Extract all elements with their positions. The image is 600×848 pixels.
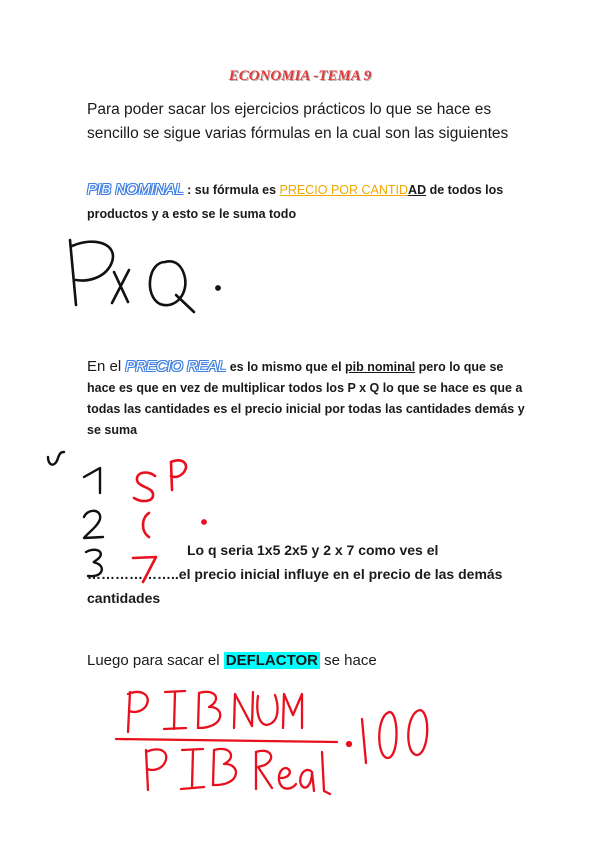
handwriting-red-values — [133, 460, 206, 582]
pib-nominal-text-before: : su fórmula es — [183, 183, 280, 197]
precio-real-text1: es lo mismo que el — [226, 360, 346, 374]
pib-nominal-formula-end: AD — [408, 183, 427, 197]
example-line-2: ………………..el precio inicial influye en el precio de las demás cantidades — [87, 566, 503, 606]
precio-real-text3: lo que se hace es que a todas las cantidades es el precio inicial por todas las cantidades demás y se suma — [87, 381, 525, 437]
intro-paragraph: Para poder sacar los ejercicios prácticos lo que se hace es sencillo se sigue varias fórmulas en la cual son las siguientes — [87, 101, 509, 142]
example-line-1: Lo q seria 1x5 2x5 y 2 x 7 como ves el — [187, 542, 439, 558]
precio-real-term: pib nominal — [345, 360, 416, 374]
handwriting-deflactor-formula — [116, 691, 427, 794]
pib-nominal-label: PIB NOMINAL — [87, 181, 184, 198]
deflactor-term: DEFLACTOR — [225, 652, 318, 669]
document-title: ECONOMIA -TEMA 9 — [228, 68, 372, 84]
precio-real-label: PRECIO REAL — [125, 358, 227, 375]
precio-real-text2: pero lo que se hace es que en vez de multiplicar todos los — [87, 360, 504, 395]
deflactor-text-after: se hace — [320, 652, 377, 669]
precio-real-pxq: P x Q — [347, 381, 380, 395]
pib-nominal-text-after: de todos los productos y a esto se le suma todo — [87, 183, 504, 221]
pib-nominal-formula: PRECIO POR CANTID — [279, 183, 409, 197]
deflactor-text-before: Luego para sacar el — [87, 652, 224, 669]
handwriting-numbers — [48, 452, 103, 576]
handwriting-pxq — [70, 240, 220, 312]
precio-real-lead: En el — [87, 358, 126, 375]
